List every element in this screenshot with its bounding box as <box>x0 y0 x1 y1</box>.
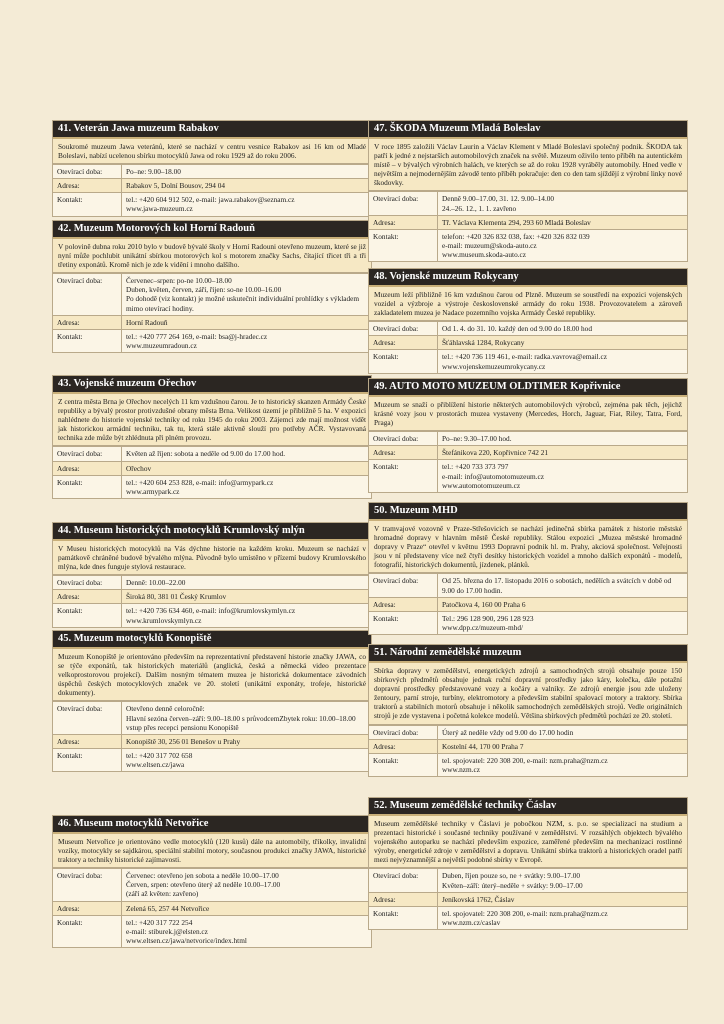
museum-description: Z centra města Brna je Ořechov necelých 11 km vzdušnou čarou. Je to historický skanzen Armády České republiky a bývalý prostor protivzdušné obrany města Brna. Velikost území je přibližně 5 ha. V expozici nahlédnete do historie vojenské techniky od roku 1945 do roku 2003. Zájemci zde mají možnost vidět jak historickou armádní techniku, tak tu, která stále aktivně slouží pro potřeby AČR. Vystavovaná technika zde může být zhlédnuta při plném provozu. <box>53 394 371 446</box>
address-label: Adresa: <box>369 446 438 459</box>
contact-value: tel.: +420 317 702 658 www.eltsen.cz/jawa <box>126 750 193 769</box>
contact-label: Kontakt: <box>53 604 122 626</box>
museum-title: 42. Muzeum Motorových kol Horní Radouň <box>53 221 371 239</box>
address-value: Široká 80, 381 01 Český Krumlov <box>126 592 227 602</box>
address-row <box>53 315 371 329</box>
museum-title: 45. Muzeum motocyklů Konopiště <box>53 631 371 649</box>
contact-row <box>53 748 371 771</box>
opening-hours-label: Otevírací doba: <box>369 322 438 335</box>
museum-card <box>52 815 372 948</box>
contact-label: Kontakt: <box>53 749 122 771</box>
opening-hours-row <box>369 431 687 445</box>
address-label: Adresa: <box>369 336 438 349</box>
address-label: Adresa: <box>53 902 122 915</box>
address-value: Tř. Václava Klementa 294, 293 60 Mladá Boleslav <box>442 217 591 227</box>
opening-hours-value: Duben, říjen pouze so, ne + svátky: 9.00–17.00 Květen–září: úterý–neděle + svátky: 9.00–17.00 <box>442 871 583 890</box>
opening-hours-label: Otevírací doba: <box>369 574 438 596</box>
opening-hours-value: Denně 9.00–17.00, 31. 12. 9.00–14.00 24.–26. 12., 1. 1. zavřeno <box>442 194 555 213</box>
contact-value: tel.: +420 317 722 254 e-mail: stiburek.j@elsten.cz www.eltsen.cz/jawa/netvorice/index.html <box>126 917 247 945</box>
opening-hours-label: Otevírací doba: <box>53 274 122 314</box>
contact-row <box>53 475 371 498</box>
address-row <box>369 215 687 229</box>
museum-description: Muzeum leží přibližně 16 km vzdušnou čarou od Plzně. Muzeum se soustředí na expozici vojenských vozidel a výzbroje a výstroje československé armády do roku 1938. Provozovatelem a zároveň zakladatelem muzea je Nadace pozemního vojska Armády České republiky. <box>369 287 687 321</box>
contact-value: tel.: +420 604 253 828, e-mail: info@armypark.cz www.armypark.cz <box>126 477 274 496</box>
opening-hours-row <box>369 321 687 335</box>
opening-hours-value: Denně: 10.00–22.00 <box>126 578 186 588</box>
opening-hours-row <box>53 273 371 314</box>
address-value: Patočkova 4, 160 00 Praha 6 <box>442 599 526 609</box>
contact-value: tel. spojovatel: 220 308 200, e-mail: nzm.praha@nzm.cz www.nzm.cz/caslav <box>442 908 608 927</box>
opening-hours-label: Otevírací doba: <box>53 702 122 733</box>
contact-row <box>53 915 371 947</box>
contact-label: Kontakt: <box>53 476 122 498</box>
opening-hours-value: Otevřeno denně celoročně: Hlavní sezóna červen–září: 9.00–18.00 s průvodcemZbytek roku: 10.00–18.00 vstup přes recepci pensionu Konopiště <box>126 704 356 732</box>
contact-label: Kontakt: <box>369 350 438 372</box>
museum-description: Sbírka dopravy v zemědělství, energetických zdrojů a samochodných strojů obsahuje pouze 150 sbírkových předmětů obsahuje jednak ruční dopravní prostředky jako káry, kolečka, dále potažní dopravní prostředky představované vozy a kočáry a valníky. Ze zdrojů energie jsou zde uloženy žentoury, parní stroje, turbíny, elektromotory a především stabilní spalovací motory a traktory. Sbírka traktorů a stabilních motorů obsahuje i několik samochodných zemědělských strojů. Vedle originálních strojů je zde vystavena i početná kolekce modelů. Většina sbírkových předmětů pochází ze 20. století. <box>369 663 687 725</box>
address-row <box>53 589 371 603</box>
address-value: Štefánikova 220, Kopřivnice 742 21 <box>442 448 548 458</box>
museum-card <box>52 630 372 772</box>
address-row <box>53 461 371 475</box>
museum-card <box>52 522 372 628</box>
contact-row <box>369 349 687 372</box>
opening-hours-value: Červenec: otevřeno jen sobota a neděle 10.00–17.00 Červen, srpen: otevřeno úterý až neděle 10.00–17.00 (září až květen: zavřeno) <box>126 871 281 899</box>
contact-label: Kontakt: <box>369 754 438 776</box>
contact-label: Kontakt: <box>53 916 122 947</box>
opening-hours-row <box>369 191 687 214</box>
contact-value: Tel.: 296 128 900, 296 128 923 www.dpp.cz/muzeum-mhd/ <box>442 613 534 632</box>
address-row <box>369 335 687 349</box>
contact-label: Kontakt: <box>53 193 122 215</box>
museum-title: 52. Museum zemědělské techniky Čáslav <box>369 798 687 816</box>
address-row <box>53 901 371 915</box>
address-label: Adresa: <box>369 598 438 611</box>
contact-row <box>369 459 687 491</box>
address-label: Adresa: <box>53 179 122 192</box>
opening-hours-row <box>53 868 371 900</box>
address-value: Ořechov <box>126 463 152 473</box>
address-label: Adresa: <box>369 893 438 906</box>
opening-hours-row <box>369 573 687 596</box>
museum-card <box>368 797 688 930</box>
museum-title: 49. AUTO MOTO MUZEUM OLDTIMER Kopřivnice <box>369 379 687 397</box>
museum-title: 47. ŠKODA Muzeum Mladá Boleslav <box>369 121 687 139</box>
contact-row <box>369 906 687 929</box>
opening-hours-row <box>53 446 371 460</box>
opening-hours-row <box>369 868 687 891</box>
contact-value: tel.: +420 736 119 461, e-mail: radka.vavrova@email.cz www.vojenskemuzeumrokycany.cz <box>442 352 607 371</box>
opening-hours-value: Od 25. března do 17. listopadu 2016 o sobotách, nedělích a svátcích v době od 9.00 do 17.00 hodin. <box>442 576 672 595</box>
contact-label: Kontakt: <box>369 460 438 491</box>
contact-row <box>369 753 687 776</box>
contact-row <box>369 611 687 634</box>
address-row <box>53 178 371 192</box>
opening-hours-label: Otevírací doba: <box>369 869 438 891</box>
opening-hours-label: Otevírací doba: <box>53 576 122 589</box>
museum-description: Muzeum se snaží o přiblížení historie některých automobilových výrobců, zejména pak těch, jejichž krásné vozy jsou v prostorách muzea vystaveny (Mercedes, Horch, Jaguar, Fiat, Riley, Tatra, Ford, Praga) <box>369 397 687 431</box>
museum-title: 50. Muzeum MHD <box>369 503 687 521</box>
contact-value: tel.: +420 736 634 460, e-mail: info@krumlovskymlyn.cz www.krumlovskymlyn.cz <box>126 606 296 625</box>
museum-title: 43. Vojenské muzeum Ořechov <box>53 376 371 394</box>
opening-hours-value: Květen až říjen: sobota a neděle od 9.00 do 17.00 hod. <box>126 449 286 459</box>
museum-card <box>368 502 688 635</box>
contact-label: Kontakt: <box>369 907 438 929</box>
opening-hours-value: Úterý až neděle vždy od 9.00 do 17.00 hodin <box>442 727 574 737</box>
museum-title: 46. Museum motocyklů Netvořice <box>53 816 371 834</box>
museum-description: Soukromé muzeum Jawa veteránů, které se nachází v centru vesnice Rabakov asi 16 km od Mladé Boleslavi, nabízí ucelenou sbírku motocyklů Jawa od roku 1929 až do roku 2006. <box>53 139 371 164</box>
contact-value: telefon: +420 326 832 038, fax: +420 326 832 039 e-mail: muzeum@skoda-auto.cz www.museum.skoda-auto.cz <box>442 231 590 259</box>
contact-row <box>53 192 371 215</box>
address-row <box>369 892 687 906</box>
museum-card <box>52 220 372 353</box>
address-value: Jeníkovská 1762, Čáslav <box>442 894 515 904</box>
opening-hours-value: Červenec–srpen: po-ne 10.00–18.00 Duben, květen, červen, září, říjen: so-ne 10.00–16.00 Po dohodě (viz kontakt) je možné uskutečnit individuální prohlídky s výkladem mimo otevírací hodiny. <box>126 276 360 313</box>
address-label: Adresa: <box>53 590 122 603</box>
museum-title: 51. Národní zemědělské muzeum <box>369 645 687 663</box>
opening-hours-label: Otevírací doba: <box>53 447 122 460</box>
museum-description: Muzeum Konopiště je orientováno především na reprezentativní představení historie značky JAWA, co se týče exponátů, tak historických materiálů (anglická, česká a německá video prezentace velkoprostorovou projekcí). Dalším nosným tématem muzea je historická dokumentace závodních úspěchů českých motocyklových značek ve 20. století (unikátní exponáty, trofeje, historické dokumenty). <box>53 649 371 701</box>
contact-row <box>53 603 371 626</box>
address-row <box>369 445 687 459</box>
contact-value: tel.: +420 604 912 502, e-mail: jawa.rabakov@seznam.cz www.jawa-muzeum.cz <box>126 195 295 214</box>
opening-hours-value: Po–ne: 9.00–18.00 <box>126 167 181 177</box>
opening-hours-row <box>53 575 371 589</box>
museum-title: 48. Vojenské muzeum Rokycany <box>369 269 687 287</box>
opening-hours-value: Po–ne: 9.30–17.00 hod. <box>442 434 512 444</box>
contact-row <box>53 329 371 352</box>
museum-description: V Museu historických motocyklů na Vás dýchne historie na každém kroku. Muzeum se nachází v památkově chráněné budově bývalého mlýna. Původně bylo umístěno v přízemí budovy Krumlovského mlýna, kde dnes funguje stylová restaurace. <box>53 541 371 575</box>
address-label: Adresa: <box>369 740 438 753</box>
opening-hours-label: Otevírací doba: <box>369 192 438 214</box>
contact-label: Kontakt: <box>53 330 122 352</box>
address-value: Šťáhlavská 1284, Rokycany <box>442 338 525 348</box>
address-value: Konopiště 30, 256 01 Benešov u Prahy <box>126 736 241 746</box>
museum-description: Museum Netvořice je orientováno vedle motocyklů (120 kusů) dále na automobily, tříkolky, invalidní vozíky, motocykly se sajdkárou, speciální stabilní motory, současnou produkci značky JAWA, historické traktory a techniky historické zajímavosti. <box>53 834 371 868</box>
address-label: Adresa: <box>369 216 438 229</box>
museum-card <box>52 120 372 217</box>
address-label: Adresa: <box>53 316 122 329</box>
address-value: Kostelní 44, 170 00 Praha 7 <box>442 741 524 751</box>
address-value: Horní Radouň <box>126 317 168 327</box>
opening-hours-label: Otevírací doba: <box>369 432 438 445</box>
address-row <box>369 739 687 753</box>
museum-description: Museum zemědělské techniky v Čáslavi je pobočkou NZM, s. p.o. se specializací na studium a prezentaci historické i současné techniky používané v zemědělství. V rozsáhlých objektech bývalého vojenského autoparku se nachází především expozice, zaměřené především na mechanizaci rostlinné výroby, energetické zdroje v zemědělství a dopravu. Unikátní sbírka traktorů a historických oradel patří mezi nejvýznamnější a největší podobné sbírky v Evropě. <box>369 816 687 868</box>
address-row <box>53 734 371 748</box>
museum-description: V polovině dubna roku 2010 bylo v budově bývalé školy v Horní Radouni otevřeno muzeum, které se již nyní může pochlubit unikátní sbírkou motorových kol s motorem značky Sachs, čítající třicet tři a tři třetiny exponátů. Kromě nich je zde k vidění i mnoho dalšího. <box>53 239 371 273</box>
contact-label: Kontakt: <box>369 230 438 261</box>
opening-hours-row <box>369 725 687 739</box>
address-value: Rabakov 5, Dolní Bousov, 294 04 <box>126 181 226 191</box>
contact-value: tel.: +420 733 373 797 e-mail: info@automotomuzeum.cz www.automotomuzeum.cz <box>442 462 544 490</box>
contact-row <box>369 229 687 261</box>
museum-card <box>368 378 688 493</box>
museum-title: 44. Museum historických motocyklů Krumlovský mlýn <box>53 523 371 541</box>
museum-card <box>52 375 372 499</box>
address-label: Adresa: <box>53 462 122 475</box>
museum-title: 41. Veterán Jawa muzeum Rabakov <box>53 121 371 139</box>
opening-hours-label: Otevírací doba: <box>53 869 122 900</box>
contact-value: tel. spojovatel: 220 308 200, e-mail: nzm.praha@nzm.cz www.nzm.cz <box>442 755 608 774</box>
museum-description: V roce 1895 založili Václav Laurin a Václav Klement v Mladé Boleslavi společný podnik. ŠKODA tak patří k jedné z nejstarších automobilových značek na světě. Muzeum oživilo tento příběh na autentickém místě – v bývalých výrobních halách, ve kterých se až do roku 1928 vyráběly automobily. Hned vedle v největším a nejmodernějším závodě tento příběh pokračuje: den co den tam sjíždějí z výrobní linky nové škodovky. <box>369 139 687 191</box>
opening-hours-value: Od 1. 4. do 31. 10. každý den od 9.00 do 18.00 hod <box>442 324 592 334</box>
museum-card <box>368 644 688 777</box>
opening-hours-row <box>53 701 371 733</box>
museum-card <box>368 268 688 374</box>
address-row <box>369 597 687 611</box>
contact-value: tel.: +420 777 264 169, e-mail: bsa@j-hradec.cz www.muzeumradoun.cz <box>126 331 268 350</box>
opening-hours-row <box>53 164 371 178</box>
contact-label: Kontakt: <box>369 612 438 634</box>
address-label: Adresa: <box>53 735 122 748</box>
address-value: Zelená 65, 257 44 Netvořice <box>126 903 210 913</box>
museum-card <box>368 120 688 262</box>
museum-description: V tramvajové vozovně v Praze-Střešovicích se nachází jedinečná sbírka památek z historie městské hromadné dopravy v hlavním městě České republiky. Stálou expozici „Muzea městské hromadné dopravy v Praze“ otevřel v květnu 1993 Dopravní podnik hl. m. Prahy, akciová společnost. Veřejnosti jsou v ní představeny více než čtyři desítky historických vozidel a mnoho dalších exponátů - modelů, fotografií, historických dokumentů, jízdenek, plánků. <box>369 521 687 573</box>
opening-hours-label: Otevírací doba: <box>369 726 438 739</box>
opening-hours-label: Otevírací doba: <box>53 165 122 178</box>
